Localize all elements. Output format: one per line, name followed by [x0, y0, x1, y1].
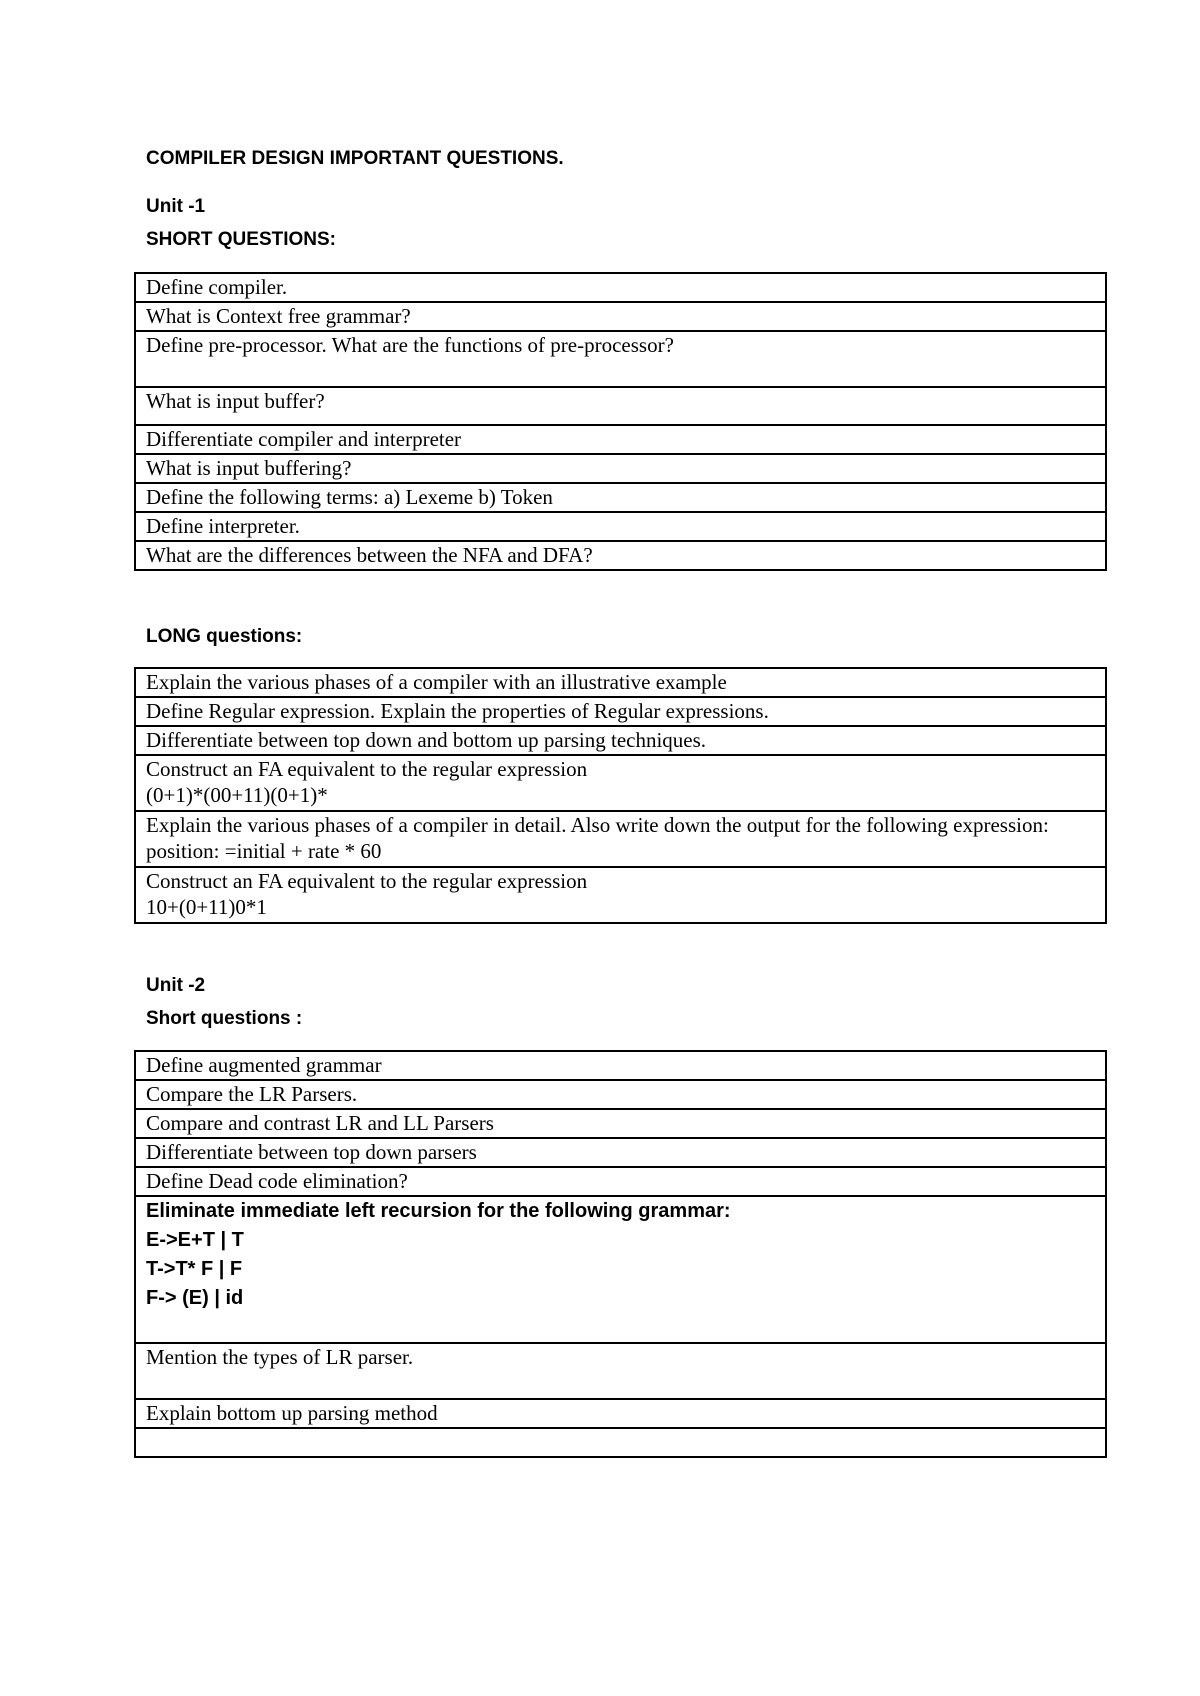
- question-cell: Define the following terms: a) Lexeme b) Token: [135, 483, 1106, 512]
- question-cell: Explain bottom up parsing method: [135, 1399, 1106, 1428]
- question-cell: Differentiate between top down parsers: [135, 1138, 1106, 1167]
- table-row: [135, 726, 1106, 755]
- unit-1-label: Unit -1: [146, 196, 206, 217]
- unit-2-short-questions-table: [134, 1050, 1107, 1458]
- table-row: [135, 454, 1106, 483]
- question-cell: Construct an FA equivalent to the regular expression (0+1)*(00+11)(0+1)*: [135, 755, 1106, 811]
- table-row: [135, 302, 1106, 331]
- table-row: [135, 273, 1106, 302]
- question-cell: What is input buffering?: [135, 454, 1106, 483]
- table-row: [135, 1399, 1106, 1428]
- table-row: [135, 331, 1106, 387]
- unit-1-long-heading: LONG questions:: [146, 626, 303, 647]
- table-row: [135, 1196, 1106, 1343]
- table-row: [135, 512, 1106, 541]
- question-cell: Define augmented grammar: [135, 1051, 1106, 1080]
- table-row: [135, 1343, 1106, 1399]
- question-cell: Explain the various phases of a compiler with an illustrative example: [135, 668, 1106, 697]
- table-row: [135, 697, 1106, 726]
- question-cell: Define interpreter.: [135, 512, 1106, 541]
- table-row: [135, 387, 1106, 425]
- question-cell: Explain the various phases of a compiler in detail. Also write down the output for the following expression: position: =initial + rate * 60: [135, 811, 1106, 867]
- table-row: [135, 1428, 1106, 1457]
- table-row: [135, 1138, 1106, 1167]
- table-row: [135, 1167, 1106, 1196]
- table-row: [135, 541, 1106, 570]
- document-title: COMPILER DESIGN IMPORTANT QUESTIONS.: [146, 148, 564, 169]
- question-cell: What are the differences between the NFA and DFA?: [135, 541, 1106, 570]
- empty-cell: [135, 1428, 1106, 1457]
- question-cell: Compare the LR Parsers.: [135, 1080, 1106, 1109]
- unit-1-long-questions-table: [134, 667, 1107, 924]
- question-cell: Define Dead code elimination?: [135, 1167, 1106, 1196]
- table-row: [135, 425, 1106, 454]
- question-cell: Construct an FA equivalent to the regular expression 10+(0+11)0*1: [135, 867, 1106, 923]
- question-cell: Compare and contrast LR and LL Parsers: [135, 1109, 1106, 1138]
- unit-1-short-questions-table: [134, 272, 1107, 571]
- question-cell: Eliminate immediate left recursion for the following grammar: E->E+T | T T->T* F | F F-> (E) | id: [135, 1196, 1106, 1343]
- table-row: [135, 1109, 1106, 1138]
- question-cell: Define pre-processor. What are the functions of pre-processor?: [135, 331, 1106, 387]
- question-cell: Differentiate between top down and bottom up parsing techniques.: [135, 726, 1106, 755]
- unit-1-short-heading: SHORT QUESTIONS:: [146, 229, 337, 250]
- question-cell: What is input buffer?: [135, 387, 1106, 425]
- unit-2-label: Unit -2: [146, 975, 206, 996]
- table-row: [135, 811, 1106, 867]
- table-row: [135, 755, 1106, 811]
- question-cell: Define Regular expression. Explain the properties of Regular expressions.: [135, 697, 1106, 726]
- table-row: [135, 1080, 1106, 1109]
- table-row: [135, 483, 1106, 512]
- question-cell: Differentiate compiler and interpreter: [135, 425, 1106, 454]
- question-cell: What is Context free grammar?: [135, 302, 1106, 331]
- question-cell: Mention the types of LR parser.: [135, 1343, 1106, 1399]
- question-cell: Define compiler.: [135, 273, 1106, 302]
- unit-2-short-heading: Short questions :: [146, 1008, 303, 1029]
- table-row: [135, 1051, 1106, 1080]
- table-row: [135, 867, 1106, 923]
- table-row: [135, 668, 1106, 697]
